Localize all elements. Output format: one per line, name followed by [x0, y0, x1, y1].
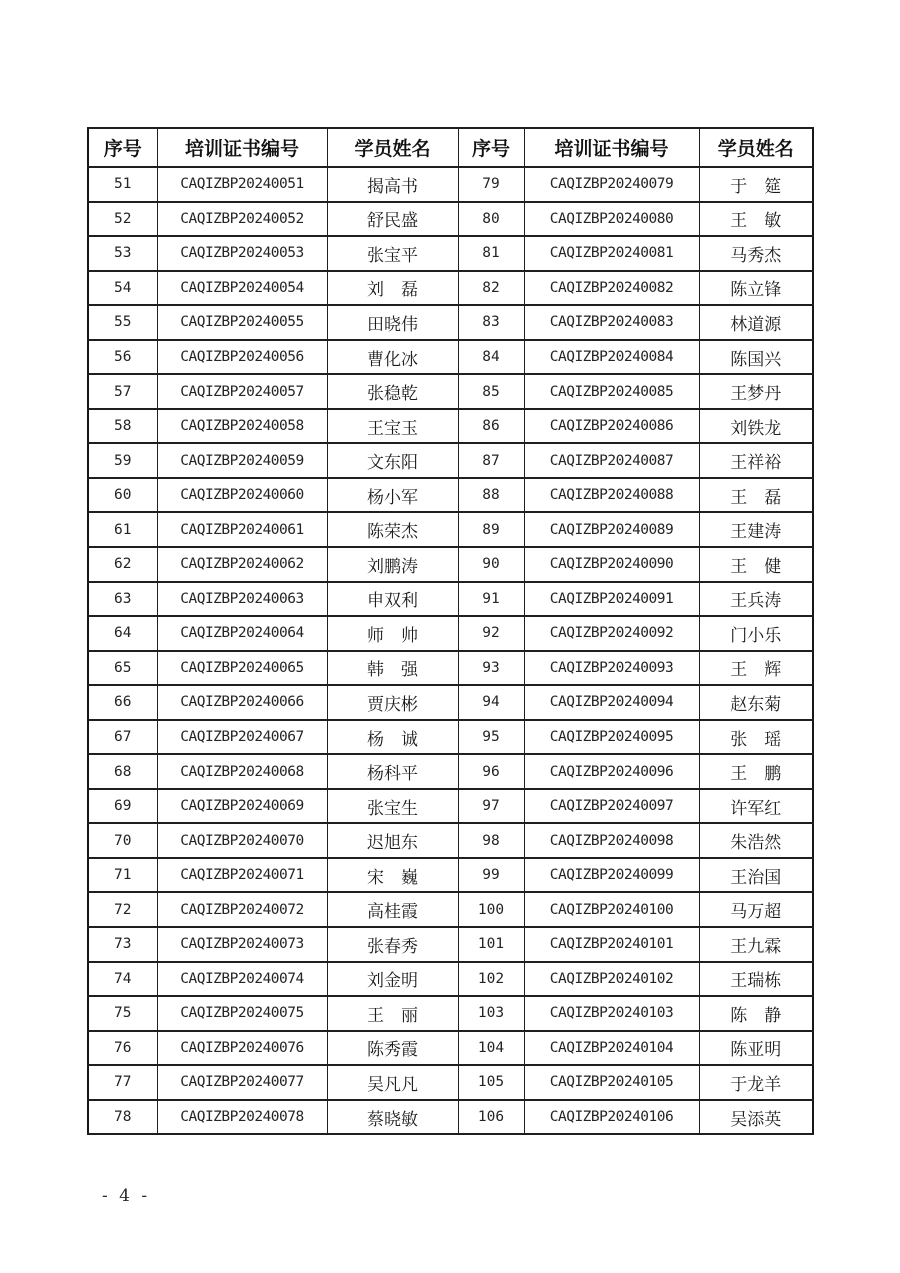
certificate-cell: CAQIZBP20240060: [157, 478, 327, 513]
certificate-cell: CAQIZBP20240064: [157, 616, 327, 651]
serial-cell: 72: [88, 892, 157, 927]
table-row: [88, 754, 813, 789]
name-cell: 朱浩然: [699, 823, 813, 858]
serial-cell: 102: [458, 962, 524, 997]
serial-cell: 83: [458, 305, 524, 340]
certificate-cell: CAQIZBP20240062: [157, 547, 327, 582]
serial-cell: 93: [458, 651, 524, 686]
certificate-cell: CAQIZBP20240078: [157, 1100, 327, 1135]
certificate-cell: CAQIZBP20240077: [157, 1065, 327, 1100]
name-cell: 杨小军: [327, 478, 458, 513]
table-row: [88, 789, 813, 824]
trainee-roster-table: [87, 127, 814, 1135]
certificate-cell: CAQIZBP20240083: [524, 305, 699, 340]
certificate-cell: CAQIZBP20240090: [524, 547, 699, 582]
name-cell: 王兵涛: [699, 582, 813, 617]
table-row: [88, 512, 813, 547]
serial-cell: 69: [88, 789, 157, 824]
certificate-cell: CAQIZBP20240088: [524, 478, 699, 513]
table-row: [88, 651, 813, 686]
name-cell: 王建涛: [699, 512, 813, 547]
certificate-cell: CAQIZBP20240057: [157, 374, 327, 409]
name-cell: 赵东菊: [699, 685, 813, 720]
serial-cell: 82: [458, 271, 524, 306]
certificate-cell: CAQIZBP20240053: [157, 236, 327, 271]
table-row: [88, 340, 813, 375]
table-row: [88, 1031, 813, 1066]
table-row: [88, 858, 813, 893]
serial-cell: 92: [458, 616, 524, 651]
serial-cell: 62: [88, 547, 157, 582]
name-cell: 宋 巍: [327, 858, 458, 893]
certificate-cell: CAQIZBP20240059: [157, 443, 327, 478]
name-cell: 刘 磊: [327, 271, 458, 306]
serial-cell: 55: [88, 305, 157, 340]
serial-cell: 56: [88, 340, 157, 375]
serial-cell: 86: [458, 409, 524, 444]
name-cell: 王祥裕: [699, 443, 813, 478]
serial-cell: 70: [88, 823, 157, 858]
certificate-cell: CAQIZBP20240081: [524, 236, 699, 271]
name-cell: 陈国兴: [699, 340, 813, 375]
certificate-cell: CAQIZBP20240056: [157, 340, 327, 375]
name-cell: 揭高书: [327, 167, 458, 202]
name-cell: 吴凡凡: [327, 1065, 458, 1100]
table-row: [88, 720, 813, 755]
serial-cell: 89: [458, 512, 524, 547]
certificate-cell: CAQIZBP20240097: [524, 789, 699, 824]
serial-cell: 65: [88, 651, 157, 686]
certificate-cell: CAQIZBP20240065: [157, 651, 327, 686]
serial-cell: 85: [458, 374, 524, 409]
serial-cell: 75: [88, 996, 157, 1031]
serial-cell: 68: [88, 754, 157, 789]
certificate-cell: CAQIZBP20240092: [524, 616, 699, 651]
serial-cell: 95: [458, 720, 524, 755]
table-row: [88, 478, 813, 513]
name-cell: 王宝玉: [327, 409, 458, 444]
name-cell: 马万超: [699, 892, 813, 927]
serial-cell: 60: [88, 478, 157, 513]
name-cell: 高桂霞: [327, 892, 458, 927]
name-cell: 文东阳: [327, 443, 458, 478]
name-cell: 蔡晓敏: [327, 1100, 458, 1135]
name-cell: 吴添英: [699, 1100, 813, 1135]
name-cell: 王 丽: [327, 996, 458, 1031]
certificate-cell: CAQIZBP20240101: [524, 927, 699, 962]
serial-cell: 87: [458, 443, 524, 478]
name-cell: 刘金明: [327, 962, 458, 997]
certificate-cell: CAQIZBP20240094: [524, 685, 699, 720]
serial-cell: 80: [458, 202, 524, 237]
serial-cell: 67: [88, 720, 157, 755]
table-row: [88, 443, 813, 478]
table-row: [88, 962, 813, 997]
serial-cell: 104: [458, 1031, 524, 1066]
table-row: [88, 616, 813, 651]
name-cell: 陈亚明: [699, 1031, 813, 1066]
table-row: [88, 547, 813, 582]
name-cell: 陈荣杰: [327, 512, 458, 547]
name-cell: 王 磊: [699, 478, 813, 513]
table-row: [88, 823, 813, 858]
serial-cell: 74: [88, 962, 157, 997]
serial-cell: 51: [88, 167, 157, 202]
name-cell: 王 健: [699, 547, 813, 582]
certificate-cell: CAQIZBP20240069: [157, 789, 327, 824]
certificate-cell: CAQIZBP20240070: [157, 823, 327, 858]
name-cell: 林道源: [699, 305, 813, 340]
certificate-cell: CAQIZBP20240063: [157, 582, 327, 617]
table-row: [88, 927, 813, 962]
serial-cell: 54: [88, 271, 157, 306]
table-row: [88, 1100, 813, 1135]
serial-cell: 76: [88, 1031, 157, 1066]
name-cell: 王 鹏: [699, 754, 813, 789]
certificate-cell: CAQIZBP20240104: [524, 1031, 699, 1066]
name-cell: 张稳乾: [327, 374, 458, 409]
certificate-cell: CAQIZBP20240082: [524, 271, 699, 306]
certificate-cell: CAQIZBP20240098: [524, 823, 699, 858]
serial-cell: 105: [458, 1065, 524, 1100]
certificate-cell: CAQIZBP20240054: [157, 271, 327, 306]
certificate-cell: CAQIZBP20240091: [524, 582, 699, 617]
certificate-cell: CAQIZBP20240099: [524, 858, 699, 893]
serial-cell: 61: [88, 512, 157, 547]
serial-cell: 64: [88, 616, 157, 651]
certificate-cell: CAQIZBP20240089: [524, 512, 699, 547]
name-cell: 张 瑶: [699, 720, 813, 755]
serial-cell: 66: [88, 685, 157, 720]
serial-cell: 58: [88, 409, 157, 444]
table-row: [88, 202, 813, 237]
certificate-cell: CAQIZBP20240073: [157, 927, 327, 962]
name-cell: 王 敏: [699, 202, 813, 237]
header-name-right: 学员姓名: [699, 128, 813, 167]
name-cell: 许军红: [699, 789, 813, 824]
header-name-left: 学员姓名: [327, 128, 458, 167]
table-row: [88, 409, 813, 444]
name-cell: 师 帅: [327, 616, 458, 651]
table-row: [88, 374, 813, 409]
name-cell: 张宝生: [327, 789, 458, 824]
page-number: - 4 -: [102, 1186, 151, 1206]
serial-cell: 91: [458, 582, 524, 617]
serial-cell: 59: [88, 443, 157, 478]
name-cell: 陈秀霞: [327, 1031, 458, 1066]
certificate-cell: CAQIZBP20240076: [157, 1031, 327, 1066]
certificate-cell: CAQIZBP20240086: [524, 409, 699, 444]
table-body: [88, 167, 813, 1134]
table-row: [88, 1065, 813, 1100]
name-cell: 迟旭东: [327, 823, 458, 858]
name-cell: 王治国: [699, 858, 813, 893]
name-cell: 申双利: [327, 582, 458, 617]
certificate-cell: CAQIZBP20240079: [524, 167, 699, 202]
table-row: [88, 685, 813, 720]
serial-cell: 98: [458, 823, 524, 858]
table-row: [88, 305, 813, 340]
certificate-cell: CAQIZBP20240095: [524, 720, 699, 755]
serial-cell: 81: [458, 236, 524, 271]
header-serial-right: 序号: [458, 128, 524, 167]
name-cell: 马秀杰: [699, 236, 813, 271]
name-cell: 韩 强: [327, 651, 458, 686]
name-cell: 于 筵: [699, 167, 813, 202]
certificate-cell: CAQIZBP20240106: [524, 1100, 699, 1135]
serial-cell: 78: [88, 1100, 157, 1135]
name-cell: 曹化冰: [327, 340, 458, 375]
certificate-cell: CAQIZBP20240102: [524, 962, 699, 997]
certificate-cell: CAQIZBP20240080: [524, 202, 699, 237]
table-row: [88, 996, 813, 1031]
serial-cell: 73: [88, 927, 157, 962]
table-row: [88, 167, 813, 202]
serial-cell: 101: [458, 927, 524, 962]
name-cell: 刘铁龙: [699, 409, 813, 444]
serial-cell: 63: [88, 582, 157, 617]
name-cell: 杨科平: [327, 754, 458, 789]
serial-cell: 53: [88, 236, 157, 271]
serial-cell: 96: [458, 754, 524, 789]
certificate-cell: CAQIZBP20240055: [157, 305, 327, 340]
serial-cell: 106: [458, 1100, 524, 1135]
table-row: [88, 271, 813, 306]
certificate-cell: CAQIZBP20240093: [524, 651, 699, 686]
name-cell: 刘鹏涛: [327, 547, 458, 582]
table-row: [88, 582, 813, 617]
header-certificate-left: 培训证书编号: [157, 128, 327, 167]
serial-cell: 71: [88, 858, 157, 893]
name-cell: 王九霖: [699, 927, 813, 962]
certificate-cell: CAQIZBP20240066: [157, 685, 327, 720]
certificate-cell: CAQIZBP20240067: [157, 720, 327, 755]
name-cell: 田晓伟: [327, 305, 458, 340]
certificate-cell: CAQIZBP20240087: [524, 443, 699, 478]
name-cell: 王 辉: [699, 651, 813, 686]
serial-cell: 84: [458, 340, 524, 375]
table-row: [88, 892, 813, 927]
name-cell: 张春秀: [327, 927, 458, 962]
certificate-cell: CAQIZBP20240103: [524, 996, 699, 1031]
certificate-cell: CAQIZBP20240072: [157, 892, 327, 927]
certificate-cell: CAQIZBP20240068: [157, 754, 327, 789]
name-cell: 于龙羊: [699, 1065, 813, 1100]
certificate-cell: CAQIZBP20240074: [157, 962, 327, 997]
serial-cell: 79: [458, 167, 524, 202]
header-certificate-right: 培训证书编号: [524, 128, 699, 167]
certificate-cell: CAQIZBP20240058: [157, 409, 327, 444]
name-cell: 张宝平: [327, 236, 458, 271]
certificate-cell: CAQIZBP20240105: [524, 1065, 699, 1100]
name-cell: 门小乐: [699, 616, 813, 651]
certificate-cell: CAQIZBP20240085: [524, 374, 699, 409]
serial-cell: 103: [458, 996, 524, 1031]
name-cell: 王梦丹: [699, 374, 813, 409]
certificate-cell: CAQIZBP20240100: [524, 892, 699, 927]
name-cell: 陈 静: [699, 996, 813, 1031]
name-cell: 贾庆彬: [327, 685, 458, 720]
serial-cell: 77: [88, 1065, 157, 1100]
certificate-cell: CAQIZBP20240071: [157, 858, 327, 893]
name-cell: 杨 诚: [327, 720, 458, 755]
serial-cell: 88: [458, 478, 524, 513]
serial-cell: 97: [458, 789, 524, 824]
name-cell: 舒民盛: [327, 202, 458, 237]
name-cell: 王瑞栋: [699, 962, 813, 997]
name-cell: 陈立锋: [699, 271, 813, 306]
serial-cell: 100: [458, 892, 524, 927]
certificate-cell: CAQIZBP20240075: [157, 996, 327, 1031]
header-row: [88, 128, 813, 167]
certificate-cell: CAQIZBP20240051: [157, 167, 327, 202]
serial-cell: 99: [458, 858, 524, 893]
table-row: [88, 236, 813, 271]
certificate-cell: CAQIZBP20240052: [157, 202, 327, 237]
serial-cell: 57: [88, 374, 157, 409]
serial-cell: 52: [88, 202, 157, 237]
serial-cell: 94: [458, 685, 524, 720]
certificate-cell: CAQIZBP20240096: [524, 754, 699, 789]
certificate-cell: CAQIZBP20240061: [157, 512, 327, 547]
header-serial-left: 序号: [88, 128, 157, 167]
serial-cell: 90: [458, 547, 524, 582]
certificate-cell: CAQIZBP20240084: [524, 340, 699, 375]
